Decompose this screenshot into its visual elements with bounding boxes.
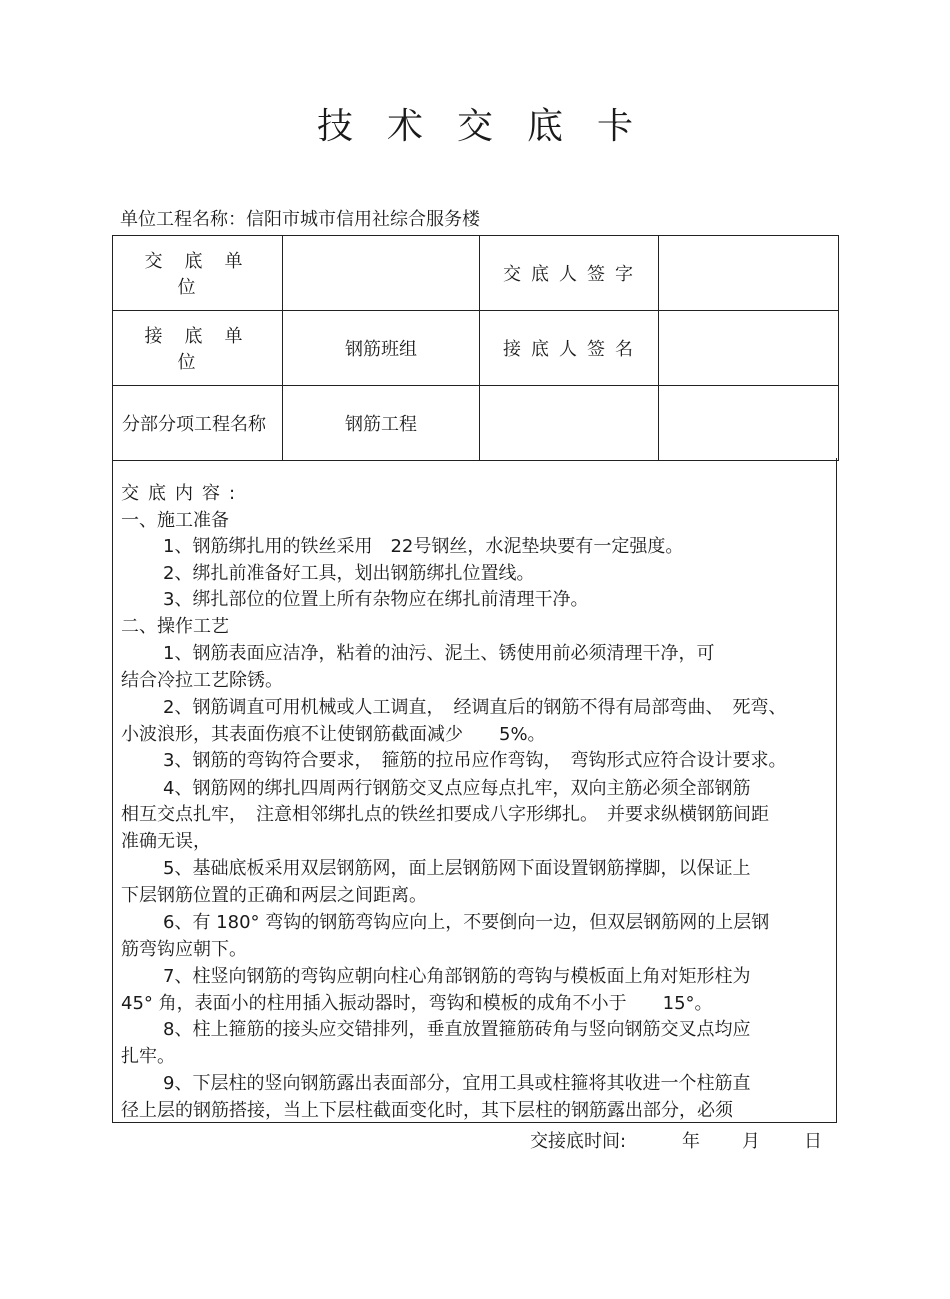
content-line: 径上层的钢筋搭接，当上下层柱截面变化时，其下层柱的钢筋露出部分，必须	[121, 1099, 733, 1121]
project-name-line	[120, 207, 480, 233]
content-line: 9、下层柱的竖向钢筋露出表面部分，宜用工具或柱箍将其收进一个柱筋直	[163, 1073, 751, 1094]
handover-signer-label: 交底人签字	[480, 236, 659, 311]
form-row-project-section	[113, 386, 839, 461]
content-line: 4、钢筋网的绑扎四周两行钢筋交叉点应每点扎牢，双向主筋必须全部钢筋	[163, 777, 751, 799]
content-line: 7、柱竖向钢筋的弯钩应朝向柱心角部钢筋的弯钩与模板面上角对矩形柱为	[163, 966, 751, 987]
content-line: 8、柱上箍筋的接头应交错排列，垂直放置箍筋砖角与竖向钢筋交叉点均应	[163, 1019, 751, 1040]
content-line: 一、施工准备	[121, 509, 229, 531]
project-name: 信阳市城市信用社综合服务楼	[246, 209, 480, 230]
content-line: 45° 角，表面小的柱用插入振动器时，弯钩和模板的成角不小于 15°。	[121, 992, 713, 1014]
form-row-handover-unit	[113, 236, 839, 311]
form-row-receiving-unit	[113, 311, 839, 386]
content-line: 2、钢筋调直可用机械或人工调直， 经调直后的钢筋不得有局部弯曲、 死弯、	[163, 697, 787, 718]
page-title: 技术交底卡	[316, 106, 667, 147]
content-line: 扎牢。	[121, 1045, 175, 1067]
content-line: 准确无误，	[121, 830, 211, 852]
date-year: 年	[682, 1131, 700, 1152]
receiving-unit-label: 接底单位	[113, 311, 283, 386]
content-line: 下层钢筋位置的正确和两层之间距离。	[121, 884, 427, 906]
content-line: 5、基础底板采用双层钢筋网，面上层钢筋网下面设置钢筋撑脚，以保证上	[163, 858, 751, 879]
project-section-label: 分部分项工程名称	[113, 386, 283, 461]
content-line: 1、钢筋表面应洁净，粘着的油污、泥土、锈使用前必须清理干净，可	[163, 643, 715, 664]
receiving-unit-value[interactable]: 钢筋班组	[283, 311, 480, 386]
handover-signature-field[interactable]	[659, 236, 839, 311]
project-section-value[interactable]: 钢筋工程	[283, 386, 480, 461]
content-line: 结合冷拉工艺除锈。	[121, 669, 283, 691]
content-line: 3、钢筋的弯钩符合要求， 箍筋的拉吊应作弯钩， 弯钩形式应符合设计要求。	[163, 750, 787, 771]
receiver-signer-label: 接底人签名	[480, 311, 659, 386]
content-line: 小波浪形，其表面伤痕不让使钢筋截面减少 5%。	[121, 723, 546, 745]
handover-form-table	[112, 235, 839, 461]
handover-date-line	[530, 1129, 830, 1155]
handover-unit-value[interactable]	[283, 236, 480, 311]
content-line: 相互交点扎牢， 注意相邻绑扎点的铁丝扣要成八字形绑扎。 并要求纵横钢筋间距	[121, 804, 769, 825]
content-line: 1、钢筋绑扎用的铁丝采用 22号钢丝，水泥垫块要有一定强度。	[163, 536, 684, 557]
date-label: 交接底时间:	[530, 1131, 627, 1152]
handover-content-box	[112, 458, 837, 1123]
handover-content-text	[121, 481, 833, 1123]
content-line: 6、有 180° 弯钩的钢筋弯钩应向上，不要倒向一边，但双层钢筋网的上层钢	[163, 912, 770, 933]
empty-cell-value[interactable]	[659, 386, 839, 461]
date-month: 月	[742, 1131, 760, 1152]
receiver-signature-field[interactable]	[659, 311, 839, 386]
content-line: 筋弯钩应朝下。	[121, 938, 247, 960]
content-heading: 交底内容:	[121, 483, 245, 504]
empty-cell-label	[480, 386, 659, 461]
content-line: 二、操作工艺	[121, 615, 229, 637]
handover-unit-label: 交底单位	[113, 236, 283, 311]
date-day: 日	[804, 1131, 822, 1152]
content-line: 2、绑扎前准备好工具，划出钢筋绑扎位置线。	[163, 562, 535, 584]
content-line: 3、绑扎部位的位置上所有杂物应在绑扎前清理干净。	[163, 589, 589, 610]
project-label: 单位工程名称：	[120, 209, 246, 230]
